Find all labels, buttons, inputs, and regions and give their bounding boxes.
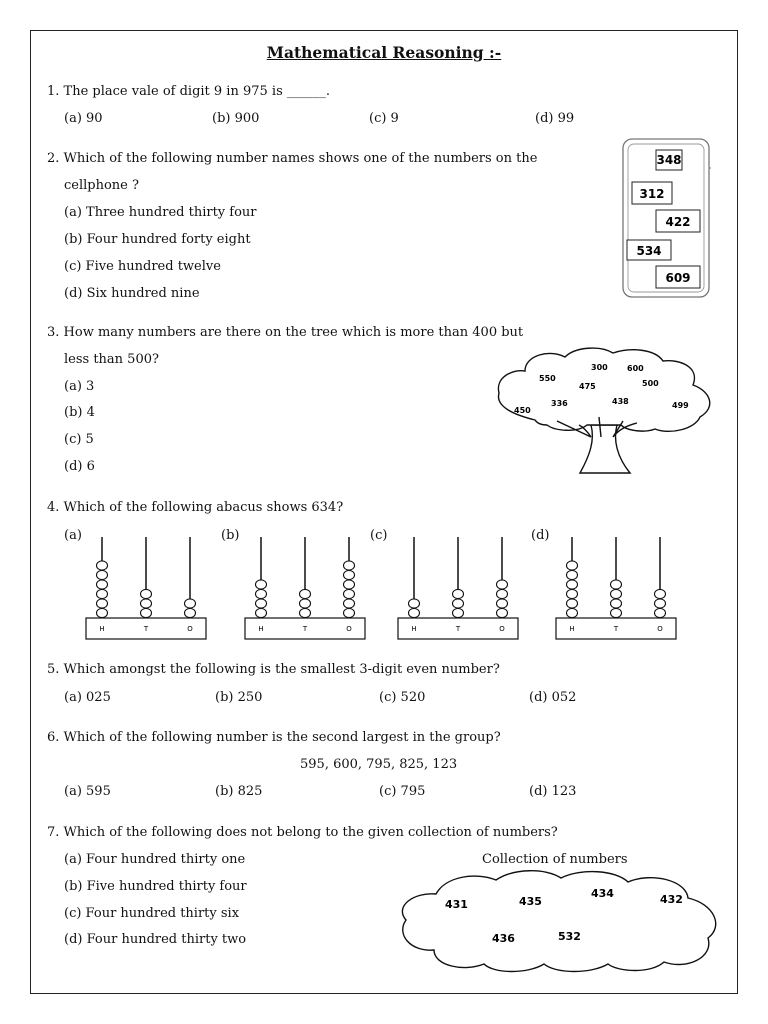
abacus-bead xyxy=(300,608,311,617)
page-title: Mathematical Reasoning :- xyxy=(266,43,502,62)
question-2-line2: cellphone ? xyxy=(64,178,139,193)
q1-option-c: (c) 9 xyxy=(369,111,399,126)
q7-option-b: (b) Five hundred thirty four xyxy=(64,879,247,894)
abacus-bead xyxy=(97,589,108,598)
question-3-line2: less than 500? xyxy=(64,352,159,367)
tree-number-336: 336 xyxy=(551,399,568,408)
collection-number-532: 532 xyxy=(558,930,581,943)
q7-option-c: (c) Four hundred thirty six xyxy=(64,906,240,921)
abacus-place-label: H xyxy=(99,625,105,633)
abacus-bead xyxy=(567,599,578,608)
abacus-place-label: H xyxy=(258,625,264,633)
q5-option-d: (d) 052 xyxy=(529,690,577,705)
abacus-bead xyxy=(567,580,578,589)
collection-number-431: 431 xyxy=(445,898,468,911)
q4-option-a-label: (a) xyxy=(64,528,82,543)
phone-number-3: 422 xyxy=(665,215,691,229)
tree-number-475: 475 xyxy=(579,382,596,391)
abacus-bead xyxy=(497,599,508,608)
abacus-bead xyxy=(453,599,464,608)
tree-number-500: 500 xyxy=(642,379,659,388)
abacus-bead xyxy=(655,599,666,608)
q3-option-c: (c) 5 xyxy=(64,432,94,447)
abacus-bead xyxy=(300,589,311,598)
abacus-bead xyxy=(611,580,622,589)
q6-option-c: (c) 795 xyxy=(379,784,426,799)
abacus-bead xyxy=(567,570,578,579)
abacus-bead xyxy=(141,589,152,598)
q7-option-d: (d) Four hundred thirty two xyxy=(64,932,247,947)
abacus-bead xyxy=(97,608,108,617)
q4-option-c-label: (c) xyxy=(370,528,388,543)
q7-option-a: (a) Four hundred thirty one xyxy=(64,852,246,867)
abacus-bead xyxy=(453,608,464,617)
q6-option-b: (b) 825 xyxy=(215,784,263,799)
q4-option-b-label: (b) xyxy=(221,528,240,543)
tree-number-600: 600 xyxy=(627,364,644,373)
abacus-place-label: O xyxy=(499,625,505,633)
collection-number-434: 434 xyxy=(591,887,614,900)
abacus-bead xyxy=(185,599,196,608)
question-6: 6. Which of the following number is the second largest in the group? xyxy=(47,730,501,745)
abacus-bead xyxy=(97,561,108,570)
question-4: 4. Which of the following abacus shows 634? xyxy=(47,500,344,515)
abacus-place-label: H xyxy=(411,625,417,633)
cellphone-illustration xyxy=(620,138,716,300)
abacus-bead xyxy=(497,589,508,598)
abacus-b xyxy=(245,537,365,642)
abacus-bead xyxy=(567,589,578,598)
abacus-bead xyxy=(344,561,355,570)
q1-option-d: (d) 99 xyxy=(535,111,575,126)
abacus-a xyxy=(86,537,206,642)
abacus-bead xyxy=(141,599,152,608)
abacus-bead xyxy=(611,608,622,617)
tree-number-550: 550 xyxy=(539,374,556,383)
abacus-place-label: O xyxy=(657,625,663,633)
number-collection-cloud xyxy=(396,866,722,972)
abacus-bead xyxy=(256,589,267,598)
tree-illustration xyxy=(495,345,717,475)
abacus-bead xyxy=(97,599,108,608)
q5-option-b: (b) 250 xyxy=(215,690,263,705)
phone-number-5: 609 xyxy=(665,271,691,285)
q5-option-c: (c) 520 xyxy=(379,690,426,705)
abacus-d xyxy=(556,537,676,642)
abacus-bead xyxy=(497,580,508,589)
q2-option-d: (d) Six hundred nine xyxy=(64,286,200,301)
collection-number-436: 436 xyxy=(492,932,515,945)
q3-option-a: (a) 3 xyxy=(64,379,95,394)
abacus-place-label: T xyxy=(143,625,149,633)
abacus-bead xyxy=(300,599,311,608)
q2-option-a: (a) Three hundred thirty four xyxy=(64,205,257,220)
abacus-bead xyxy=(344,580,355,589)
q6-number-group: 595, 600, 795, 825, 123 xyxy=(300,757,458,772)
q4-option-d-label: (d) xyxy=(531,528,550,543)
abacus-bead xyxy=(344,599,355,608)
abacus-bead xyxy=(611,589,622,598)
abacus-bead xyxy=(497,608,508,617)
tree-number-438: 438 xyxy=(612,397,629,406)
abacus-bead xyxy=(567,561,578,570)
abacus-place-label: T xyxy=(613,625,619,633)
abacus-bead xyxy=(256,599,267,608)
q1-option-b: (b) 900 xyxy=(212,111,260,126)
abacus-bead xyxy=(185,608,196,617)
abacus-bead xyxy=(655,589,666,598)
abacus-place-label: H xyxy=(569,625,575,633)
abacus-bead xyxy=(453,589,464,598)
abacus-bead xyxy=(256,580,267,589)
abacus-bead xyxy=(344,570,355,579)
abacus-bead xyxy=(611,599,622,608)
q6-option-d: (d) 123 xyxy=(529,784,577,799)
q1-option-a: (a) 90 xyxy=(64,111,103,126)
abacus-bead xyxy=(344,608,355,617)
abacus-bead xyxy=(409,599,420,608)
abacus-bead xyxy=(141,608,152,617)
abacus-place-label: O xyxy=(346,625,352,633)
abacus-place-label: T xyxy=(302,625,308,633)
collection-title: Collection of numbers xyxy=(482,852,628,867)
abacus-bead xyxy=(97,570,108,579)
phone-number-2: 312 xyxy=(639,187,665,201)
question-5: 5. Which amongst the following is the smallest 3-digit even number? xyxy=(47,662,500,677)
abacus-bead xyxy=(97,580,108,589)
question-7: 7. Which of the following does not belong to the given collection of numbers? xyxy=(47,825,558,840)
q6-option-a: (a) 595 xyxy=(64,784,111,799)
question-3-line1: 3. How many numbers are there on the tree which is more than 400 but xyxy=(47,325,524,340)
question-1: 1. The place vale of digit 9 in 975 is ______. xyxy=(47,84,331,99)
q3-option-b: (b) 4 xyxy=(64,405,95,420)
q2-option-b: (b) Four hundred forty eight xyxy=(64,232,251,247)
abacus-bead xyxy=(256,608,267,617)
abacus-bead xyxy=(655,608,666,617)
abacus-place-label: O xyxy=(187,625,193,633)
abacus-bead xyxy=(567,608,578,617)
abacus-place-label: T xyxy=(455,625,461,633)
tree-number-300: 300 xyxy=(591,363,608,372)
q5-option-a: (a) 025 xyxy=(64,690,111,705)
collection-number-432: 432 xyxy=(660,893,683,906)
abacus-c xyxy=(398,537,518,642)
abacus-bead xyxy=(409,608,420,617)
phone-number-4: 534 xyxy=(636,244,662,258)
abacus-bead xyxy=(344,589,355,598)
tree-number-499: 499 xyxy=(672,401,689,410)
question-2-line1: 2. Which of the following number names shows one of the numbers on the xyxy=(47,151,538,166)
phone-number-1: 348 xyxy=(656,153,682,167)
collection-number-435: 435 xyxy=(519,895,542,908)
q3-option-d: (d) 6 xyxy=(64,459,95,474)
q2-option-c: (c) Five hundred twelve xyxy=(64,259,221,274)
tree-number-450: 450 xyxy=(514,406,531,415)
